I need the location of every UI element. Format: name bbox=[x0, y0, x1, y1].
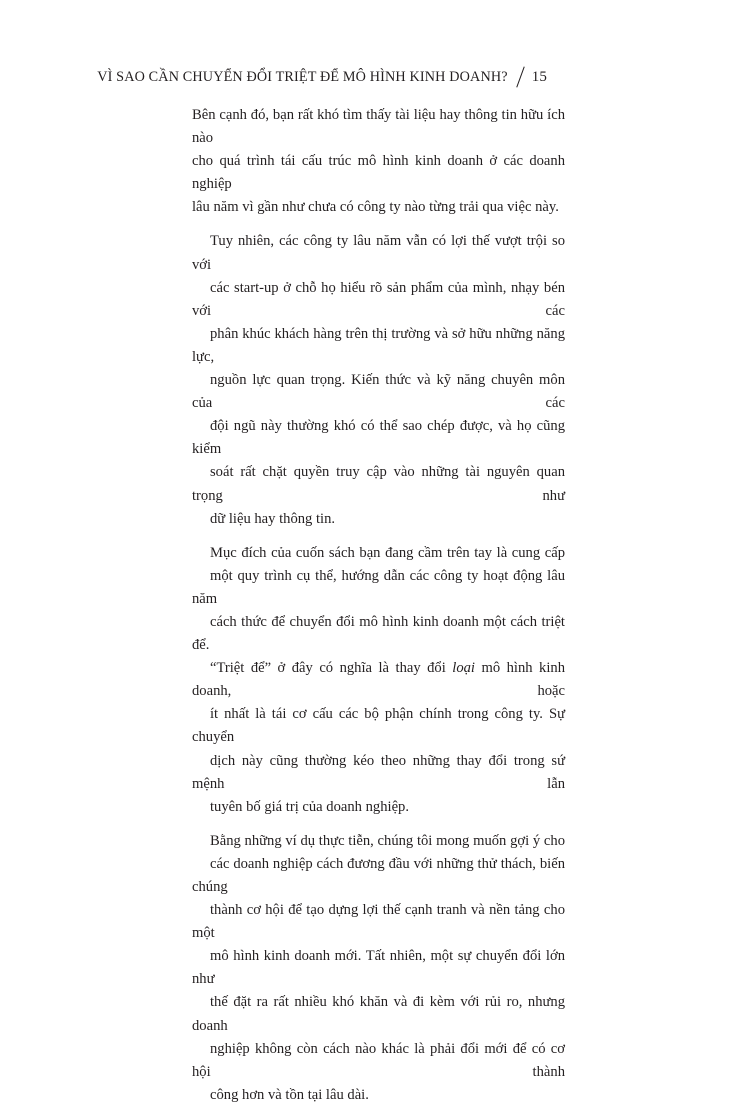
text-line: một quy trình cụ thể, hướng dẫn các công ty hoạt động lâu năm bbox=[192, 567, 565, 607]
text-line: nguồn lực quan trọng. Kiến thức và kỹ năng chuyên môn của các bbox=[192, 372, 565, 412]
text-line: thế đặt ra rất nhiều khó khăn và đi kèm với rủi ro, nhưng doanh bbox=[192, 994, 565, 1034]
chapter-title: VÌ SAO CẦN CHUYỂN ĐỔI TRIỆT ĐỂ MÔ HÌNH KINH DOANH? bbox=[97, 68, 508, 85]
emphasized-word: loại bbox=[452, 660, 475, 677]
page-number: 15 bbox=[531, 68, 547, 85]
text-segment: “Triệt để” ở đây có nghĩa là thay đổi bbox=[210, 660, 453, 677]
text-line: các start-up ở chỗ họ hiểu rõ sản phẩm của mình, nhạy bén với các bbox=[192, 279, 565, 319]
text-line: cho quá trình tái cấu trúc mô hình kinh doanh ở các doanh nghiệp bbox=[192, 153, 565, 193]
running-header bbox=[97, 66, 547, 88]
text-segment: mô hình kinh doanh, hoặc bbox=[192, 660, 565, 700]
paragraph-2 bbox=[192, 230, 565, 530]
text-line: phân khúc khách hàng trên thị trường và sở hữu những năng lực, bbox=[192, 325, 565, 365]
paragraph-4 bbox=[192, 830, 565, 1107]
text-line bbox=[192, 657, 565, 703]
text-line: tuyên bố giá trị của doanh nghiệp. bbox=[210, 798, 409, 815]
text-line: lâu năm vì gần như chưa có công ty nào từng trải qua việc này. bbox=[192, 199, 559, 216]
text-line: Tuy nhiên, các công ty lâu năm vẫn có lợi thế vượt trội so với bbox=[192, 233, 565, 273]
text-line: đội ngũ này thường khó có thể sao chép được, và họ cũng kiểm bbox=[192, 418, 565, 458]
text-line: soát rất chặt quyền truy cập vào những tài nguyên quan trọng như bbox=[192, 464, 565, 504]
paragraph-1 bbox=[192, 104, 565, 219]
text-line: dữ liệu hay thông tin. bbox=[210, 510, 336, 527]
text-line: Mục đích của cuốn sách bạn đang cầm trên tay là cung cấp bbox=[210, 544, 565, 561]
text-line: thành cơ hội để tạo dựng lợi thế cạnh tranh và nền tảng cho một bbox=[192, 902, 565, 942]
text-line: dịch này cũng thường kéo theo những thay đổi trong sứ mệnh lẫn bbox=[192, 752, 565, 792]
text-line: nghiệp không còn cách nào khác là phải đổi mới để có cơ hội thành bbox=[192, 1040, 565, 1080]
body-text bbox=[192, 104, 565, 1118]
text-line: mô hình kinh doanh mới. Tất nhiên, một sự chuyển đổi lớn như bbox=[192, 948, 565, 988]
text-line: các doanh nghiệp cách đương đầu với những thử thách, biến chúng bbox=[192, 855, 565, 895]
text-line: ít nhất là tái cơ cấu các bộ phận chính trong công ty. Sự chuyển bbox=[192, 706, 565, 746]
paragraph-3 bbox=[192, 542, 565, 819]
text-line: công hơn và tồn tại lâu dài. bbox=[210, 1086, 369, 1103]
text-line: Bằng những ví dụ thực tiễn, chúng tôi mong muốn gợi ý cho bbox=[210, 832, 565, 849]
text-line: cách thức để chuyển đổi mô hình kinh doanh một cách triệt để. bbox=[192, 613, 565, 654]
text-line: Bên cạnh đó, bạn rất khó tìm thấy tài liệu hay thông tin hữu ích nào bbox=[192, 107, 565, 147]
header-divider bbox=[516, 66, 524, 87]
